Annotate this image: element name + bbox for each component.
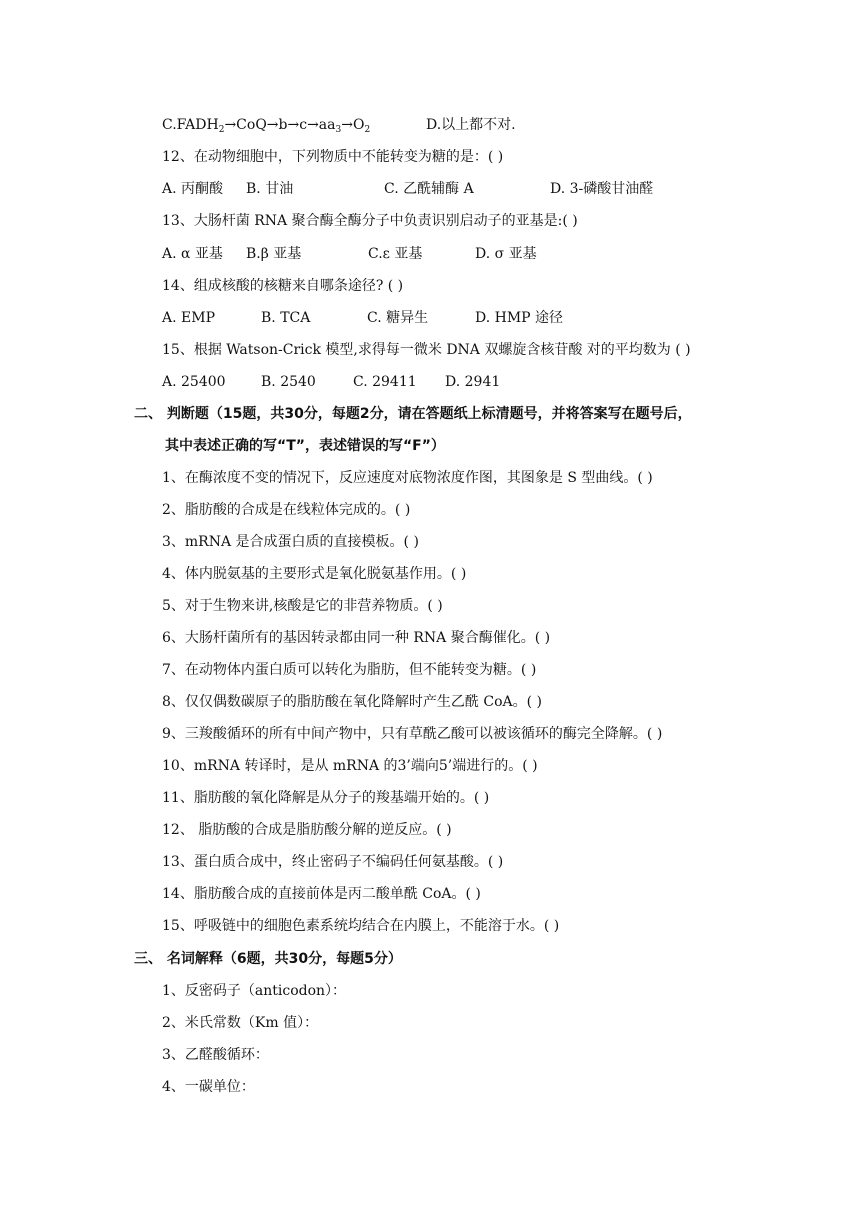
q15-options (162, 372, 501, 392)
section2-title-line1: 二、 判断题（15题，共30分，每题2分，请在答题纸上标清题号，并将答案写在题号后， (134, 406, 692, 422)
q15-option-b: B. 2540 (261, 374, 316, 390)
judge-item-2: 2、脂肪酸的合成是在线粒体完成的。( ) (162, 502, 411, 518)
q15-stem: 15、根据 Watson-Crick 模型,求得每一微米 DNA 双螺旋含核苷酸 对的平均数为 ( ) (162, 342, 691, 358)
q11-option-c: $C.FADH_2\to CoQ\to b\to c\to aa_3\to O_2$ (162, 117, 371, 135)
judge-item-7: 7、在动物体内蛋白质可以转化为脂肪，但不能转变为糖。( ) (162, 662, 537, 678)
judge-item-12: 12、 脂肪酸的合成是脂肪酸分解的逆反应。( ) (162, 822, 452, 838)
q14-option-b: B. TCA (261, 310, 311, 326)
section3-title: 三、 名词解释（6题，共30分，每题5分） (134, 951, 402, 967)
q14-option-a: A. EMP (162, 310, 215, 326)
q11-option-d: D.以上都不对. (426, 117, 516, 133)
section2-title-line2: 其中表述正确的写“T”，表述错误的写“F”） (165, 438, 445, 454)
q13-option-b: B.β 亚基 (246, 246, 302, 262)
q11-options-line (162, 115, 516, 135)
judge-item-1: 1、在酶浓度不变的情况下，反应速度对底物浓度作图，其图象是 S 型曲线。( ) (162, 470, 653, 486)
q13-option-d: D. σ 亚基 (475, 246, 537, 262)
judge-item-4: 4、体内脱氨基的主要形式是氧化脱氨基作用。( ) (162, 566, 467, 582)
q15-option-d: D. 2941 (445, 374, 501, 390)
q12-option-d: D. 3-磷酸甘油醛 (550, 181, 654, 197)
q14-options (162, 308, 564, 328)
judge-item-6: 6、大肠杆菌所有的基因转录都由同一种 RNA 聚合酶催化。( ) (162, 630, 551, 646)
term-item-2: 2、米氏常数（Km 值）： (162, 1015, 319, 1031)
q13-option-a: A. α 亚基 (162, 246, 223, 262)
q14-option-d: D. HMP 途径 (475, 310, 564, 326)
q13-option-c: C.ε 亚基 (368, 246, 423, 262)
judge-item-9: 9、三羧酸循环的所有中间产物中，只有草酰乙酸可以被该循环的酶完全降解。( ) (162, 726, 663, 742)
q12-option-a: A. 丙酮酸 (162, 181, 224, 197)
term-item-1: 1、反密码子（anticodon）： (162, 983, 347, 999)
q14-option-c: C. 糖异生 (367, 310, 429, 326)
q12-option-c: C. 乙酰辅酶 A (384, 181, 474, 197)
q13-options (162, 244, 537, 264)
q12-options (162, 179, 654, 199)
judge-item-5: 5、对于生物来讲,核酸是它的非营养物质。( ) (162, 598, 443, 614)
judge-item-14: 14、脂肪酸合成的直接前体是丙二酸单酰 CoA。( ) (162, 886, 481, 902)
q15-option-a: A. 25400 (162, 374, 226, 390)
term-item-3: 3、乙醛酸循环： (162, 1047, 269, 1063)
q12-stem: 12、在动物细胞中，下列物质中不能转变为糖的是：( ) (162, 149, 504, 165)
q14-stem: 14、组成核酸的核糖来自哪条途径? ( ) (162, 278, 404, 294)
judge-item-3: 3、mRNA 是合成蛋白质的直接模板。( ) (162, 534, 419, 550)
judge-item-11: 11、脂肪酸的氧化降解是从分子的羧基端开始的。( ) (162, 790, 490, 806)
q15-option-c: C. 29411 (353, 374, 417, 390)
term-item-4: 4、一碳单位： (162, 1079, 255, 1095)
q12-option-b: B. 甘油 (246, 181, 294, 197)
judge-item-8: 8、仅仅偶数碳原子的脂肪酸在氧化降解时产生乙酰 CoA。( ) (162, 694, 542, 710)
q13-stem: 13、大肠杆菌 RNA 聚合酶全酶分子中负责识别启动子的亚基是:( ) (162, 213, 578, 229)
judge-item-10: 10、mRNA 转译时，是从 mRNA 的3’端向5’端进行的。( ) (162, 758, 538, 774)
judge-item-15: 15、呼吸链中的细胞色素系统均结合在内膜上，不能溶于水。( ) (162, 918, 560, 934)
judge-item-13: 13、蛋白质合成中，终止密码子不编码任何氨基酸。( ) (162, 854, 504, 870)
